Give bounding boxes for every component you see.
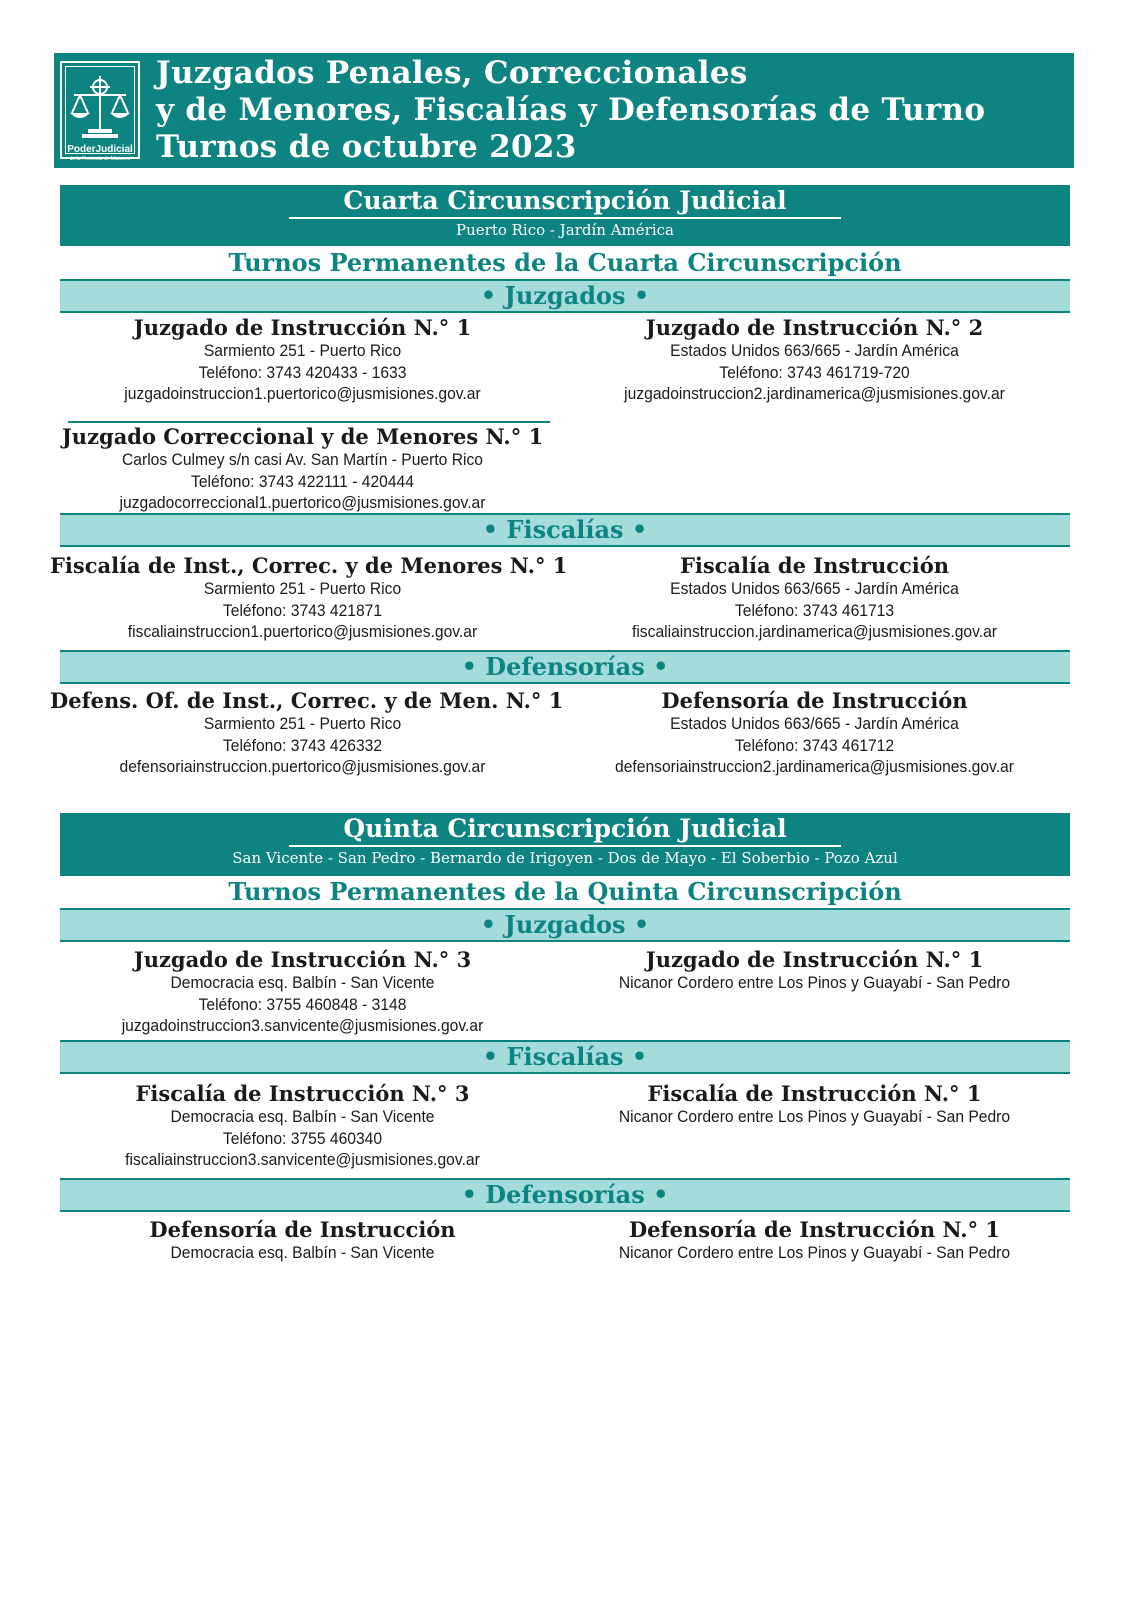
divider [68,421,550,423]
page-title-line2: y de Menores, Fiscalías y Defensorías de Turno [156,92,986,128]
office-entry [562,1217,1067,1264]
office-entry [50,315,555,405]
office-title: Defensoría de Instrucción [661,688,968,713]
section-band-juzgados: • Juzgados • [60,908,1070,942]
circunscripcion-name: Quinta Circunscripción Judicial [343,814,787,843]
office-address: Sarmiento 251 - Puerto Rico [203,341,402,360]
office-entry [50,688,564,778]
office-title: Juzgado de Instrucción N.° 1 [645,947,984,972]
office-address: Nicanor Cordero entre Los Pinos y Guayabí - San Pedro [618,973,1011,992]
section-band-defensorias: • Defensorías • [60,650,1070,684]
office-phone: Teléfono: 3743 421871 [222,600,383,620]
office-title: Defensoría de Instrucción [149,1217,456,1242]
office-entry [50,1217,555,1264]
office-email: juzgadoinstruccion2.jardinamerica@jusmisiones.gov.ar [624,384,1005,403]
office-entry [50,424,555,514]
office-entry [50,553,568,643]
office-address: Democracia esq. Balbín - San Vicente [170,1107,435,1126]
section-band-fiscalias: • Fiscalías • [60,1040,1070,1074]
office-phone: Teléfono: 3743 422111 - 420444 [191,471,414,491]
office-entry [562,688,1067,778]
circunscripcion-quinta-header [60,813,1070,876]
office-phone: Teléfono: 3743 420433 - 1633 [198,362,407,382]
office-address: Estados Unidos 663/665 - Jardín América [670,579,959,598]
permanent-title: Turnos Permanentes de la Quinta Circunscripción [228,877,902,906]
page-header [54,53,1074,168]
office-email: juzgadoinstruccion1.puertorico@jusmisiones.gov.ar [124,384,481,403]
page-title-line3: Turnos de octubre 2023 [156,129,577,165]
office-email: juzgadocorreccional1.puertorico@jusmisiones.gov.ar [119,493,486,512]
office-title: Juzgado Correccional y de Menores N.° 1 [61,424,544,449]
circunscripcion-name: Cuarta Circunscripción Judicial [343,186,787,215]
office-entry [50,947,555,1037]
office-title: Juzgado de Instrucción N.° 2 [645,315,984,340]
office-email: fiscaliainstruccion3.sanvicente@jusmisiones.gov.ar [125,1150,480,1169]
office-title: Fiscalía de Instrucción N.° 1 [647,1081,982,1106]
office-entry [562,553,1067,643]
office-address: Nicanor Cordero entre Los Pinos y Guayabí - San Pedro [618,1107,1011,1126]
office-email: juzgadoinstruccion3.sanvicente@jusmisiones.gov.ar [121,1016,484,1035]
office-address: Democracia esq. Balbín - San Vicente [170,973,435,992]
office-entry [562,1081,1067,1128]
office-address: Carlos Culmey s/n casi Av. San Martín - Puerto Rico [121,450,484,469]
office-address: Sarmiento 251 - Puerto Rico [203,579,402,598]
office-title: Fiscalía de Instrucción N.° 3 [135,1081,470,1106]
section-band-juzgados: • Juzgados • [60,279,1070,313]
office-title: Defensoría de Instrucción N.° 1 [628,1217,1001,1242]
office-phone: Teléfono: 3755 460340 [222,1128,383,1148]
circunscripcion-cuarta-header [60,185,1070,246]
office-phone: Teléfono: 3743 461719-720 [719,362,910,382]
scales-of-justice-icon [68,71,132,141]
logo-text-main: PoderJudicial [67,144,133,155]
office-phone: Teléfono: 3755 460848 - 3148 [198,994,407,1014]
office-email: fiscaliainstruccion.jardinamerica@jusmisiones.gov.ar [631,622,998,641]
office-email: fiscaliainstruccion1.puertorico@jusmisiones.gov.ar [127,622,478,641]
section-band-defensorias: • Defensorías • [60,1178,1070,1212]
office-entry [50,1081,555,1171]
office-address: Estados Unidos 663/665 - Jardín América [670,714,959,733]
office-title: Fiscalía de Inst., Correc. y de Menores N.° 1 [50,553,568,578]
section-band-fiscalias: • Fiscalías • [60,513,1070,547]
circunscripcion-places: Puerto Rico - Jardín América [456,221,674,239]
office-title: Fiscalía de Instrucción [679,553,950,578]
circunscripcion-places: San Vicente - San Pedro - Bernardo de Irigoyen - Dos de Mayo - El Soberbio - Pozo Azul [232,849,898,867]
page-title-line1: Juzgados Penales, Correccionales [156,55,748,91]
office-title: Juzgado de Instrucción N.° 1 [133,315,472,340]
logo-text-sub: de la Provincia de Misiones [69,156,131,162]
office-phone: Teléfono: 3743 461712 [734,735,895,755]
office-email: defensoriainstruccion.puertorico@jusmisiones.gov.ar [119,757,486,776]
office-entry [562,947,1067,994]
office-title: Defens. Of. de Inst., Correc. y de Men. N.° 1 [50,688,564,713]
office-entry [562,315,1067,405]
permanent-title: Turnos Permanentes de la Cuarta Circunscripción [228,248,902,277]
office-phone: Teléfono: 3743 426332 [222,735,383,755]
office-title: Juzgado de Instrucción N.° 3 [133,947,472,972]
office-phone: Teléfono: 3743 461713 [734,600,895,620]
office-address: Estados Unidos 663/665 - Jardín América [670,341,959,360]
office-email: defensoriainstruccion2.jardinamerica@jusmisiones.gov.ar [615,757,1014,776]
office-address: Sarmiento 251 - Puerto Rico [203,714,402,733]
office-address: Democracia esq. Balbín - San Vicente [170,1243,435,1262]
office-address: Nicanor Cordero entre Los Pinos y Guayabí - San Pedro [618,1243,1011,1262]
poder-judicial-logo [60,61,140,162]
